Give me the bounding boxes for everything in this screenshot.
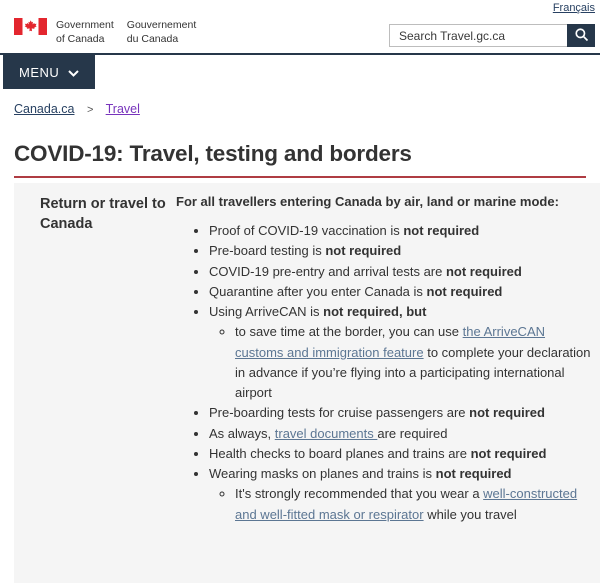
section-heading: For all travellers entering Canada by air, land or marine mode:	[176, 194, 559, 209]
list-item-pre-entry-tests	[209, 262, 592, 282]
breadcrumb	[14, 102, 600, 116]
bold-text: not required	[445, 263, 522, 279]
signature-wordmark	[56, 18, 196, 46]
signature-fr-line1: Gouvernement	[126, 19, 197, 31]
language-toggle-link[interactable]: Français	[552, 2, 595, 14]
chevron-down-icon	[68, 65, 79, 80]
bold-text: not required	[469, 405, 545, 421]
breadcrumb-link-canada[interactable]: Canada.ca	[14, 102, 75, 116]
text-segment: Health checks to board planes and trains are	[209, 445, 471, 461]
bold-text: not required	[403, 223, 480, 238]
sidebar	[14, 183, 176, 583]
site-header	[0, 0, 600, 53]
text-segment: Proof of COVID-19 vaccination is	[209, 223, 404, 238]
text-segment: COVID-19 pre-entry and arrival tests are	[209, 263, 446, 279]
menu-button-label: MENU	[19, 64, 60, 80]
search-icon	[574, 27, 589, 45]
text-segment: Pre-board testing is	[209, 243, 326, 259]
menu-bar	[0, 53, 600, 89]
signature-en-line2: of Canada	[56, 32, 105, 45]
canada-flag-icon	[14, 18, 47, 38]
text-segment: It's strongly recommended that you wear a	[235, 486, 484, 502]
list-item-quarantine	[209, 282, 592, 302]
text-segment: Wearing masks on planes and trains is	[209, 466, 436, 482]
mask-or-respirator-link[interactable]: well-constructed and well-fitted mask or respirator	[235, 486, 578, 522]
text-segment: As always,	[209, 425, 275, 441]
bold-text: not required	[426, 283, 503, 299]
list-item-travel-documents	[209, 424, 592, 444]
list-item-cruise-tests	[209, 403, 592, 423]
breadcrumb-link-travel[interactable]: Travel	[105, 102, 140, 116]
bold-text: not required, but	[323, 304, 427, 320]
text-segment: Pre-boarding tests for cruise passengers are	[209, 405, 470, 421]
text-segment: to save time at the border, you can use	[235, 324, 463, 340]
signature-en-line1: Government	[56, 19, 114, 31]
list-item-preboard-testing	[209, 241, 592, 261]
list-item-health-checks	[209, 444, 592, 464]
bold-text: not required	[435, 466, 512, 482]
list-item-mask-recommendation	[235, 484, 592, 525]
government-of-canada-signature[interactable]	[14, 18, 196, 46]
breadcrumb-separator: >	[86, 104, 94, 116]
list-item-arrivecan	[209, 302, 592, 403]
text-segment: while you travel	[423, 506, 517, 522]
arrivecan-customs-feature-link[interactable]: the ArriveCAN customs and immigration feature	[235, 324, 546, 360]
travel-documents-link[interactable]: travel documents	[274, 425, 378, 441]
search-button[interactable]	[567, 24, 595, 47]
signature-fr-line2: du Canada	[126, 32, 179, 45]
bold-text: not required	[325, 243, 402, 259]
search-input[interactable]	[389, 24, 567, 47]
list-item-vaccination	[209, 221, 592, 241]
bold-text: not required	[470, 445, 547, 461]
list-item-masks	[209, 464, 592, 525]
masks-sub-list	[209, 484, 592, 525]
text-segment: are required	[377, 425, 448, 441]
menu-button[interactable]	[3, 55, 95, 89]
sidebar-item-return-or-travel-to-canada[interactable]: Return or travel to Canada	[40, 196, 166, 232]
search-bar	[389, 24, 595, 47]
signature-english	[56, 19, 114, 46]
signature-french	[127, 19, 196, 46]
arrivecan-sub-list	[209, 322, 592, 403]
text-segment: Using ArriveCAN is	[209, 304, 324, 320]
page-title: COVID-19: Travel, testing and borders	[14, 141, 586, 178]
text-segment: Quarantine after you enter Canada is	[209, 283, 427, 299]
text-segment: to complete your declaration in advance if you’re flying into a participating international airport	[235, 344, 591, 401]
list-item-arrivecan-customs	[235, 322, 592, 403]
content-panel	[14, 183, 600, 583]
requirements-list	[176, 221, 592, 525]
main-content	[176, 183, 600, 583]
